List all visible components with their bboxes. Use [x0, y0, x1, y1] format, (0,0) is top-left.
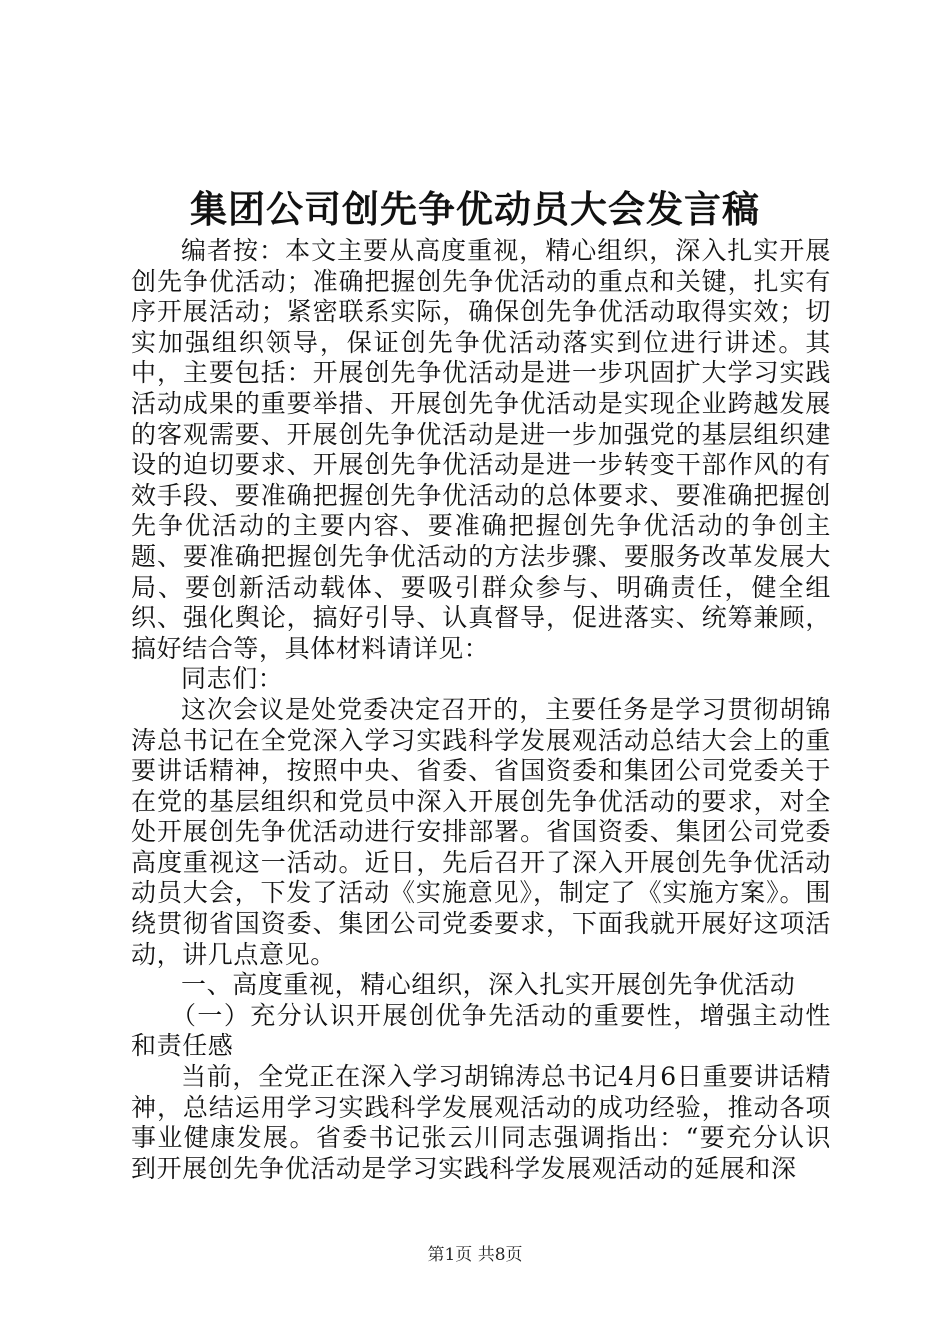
editor-note-paragraph: 编者按：本文主要从高度重视，精心组织，深入扎实开展创先争优活动；准确把握创先争优活动的重点和关键，扎实有序开展活动；紧密联系实际，确保创先争优活动取得实效；切实加强组织领导，保证创先争优活动落实到位进行讲述。其中，主要包括：开展创先争优活动是进一步巩固扩大学习实践活动成果的重要举措、开展创先争优活动是实现企业跨越发展的客观需要、开展创先争优活动是进一步加强党的基层组织建设的迫切要求、开展创先争优活动是进一步转变干部作风的有效手段、要准确把握创先争优活动的总体要求、要准确把握创先争优活动的主要内容、要准确把握创先争优活动的争创主题、要准确把握创先争优活动的方法步骤、要服务改革发展大局、要创新活动载体、要吸引群众参与、明确责任，健全组织、强化舆论，搞好引导、认真督导，促进落实、统筹兼顾，搞好结合等，具体材料请详见：: [131, 236, 831, 663]
body-paragraph: 当前，全党正在深入学习胡锦涛总书记4月6日重要讲话精神，总结运用学习实践科学发展观活动的成功经验，推动各项事业健康发展。省委书记张云川同志强调指出：“要充分认识到开展创先争优活动是学习实践科学发展观活动的延展和深: [131, 1062, 831, 1183]
page-number-footer: 第1页 共8页: [427, 1245, 523, 1265]
document-title: 集团公司创先争优动员大会发言稿: [190, 187, 760, 231]
subsection-heading: （一）充分认识开展创优争先活动的重要性，增强主动性和责任感: [131, 1000, 831, 1061]
intro-paragraph: 这次会议是处党委决定召开的，主要任务是学习贯彻胡锦涛总书记在全党深入学习实践科学发展观活动总结大会上的重要讲话精神，按照中央、省委、省国资委和集团公司党委关于在党的基层组织和党员中深入开展创先争优活动的要求，对全处开展创先争优活动进行安排部署。省国资委、集团公司党委高度重视这一活动。近日，先后召开了深入开展创先争优活动动员大会，下发了活动《实施意见》，制定了《实施方案》。围绕贯彻省国资委、集团公司党委要求，下面我就开展好这项活动，讲几点意见。: [131, 694, 831, 969]
salutation-paragraph: 同志们：: [181, 664, 284, 694]
document-body: [131, 236, 831, 1184]
section-heading: 一、高度重视，精心组织，深入扎实开展创先争优活动: [181, 970, 796, 1000]
